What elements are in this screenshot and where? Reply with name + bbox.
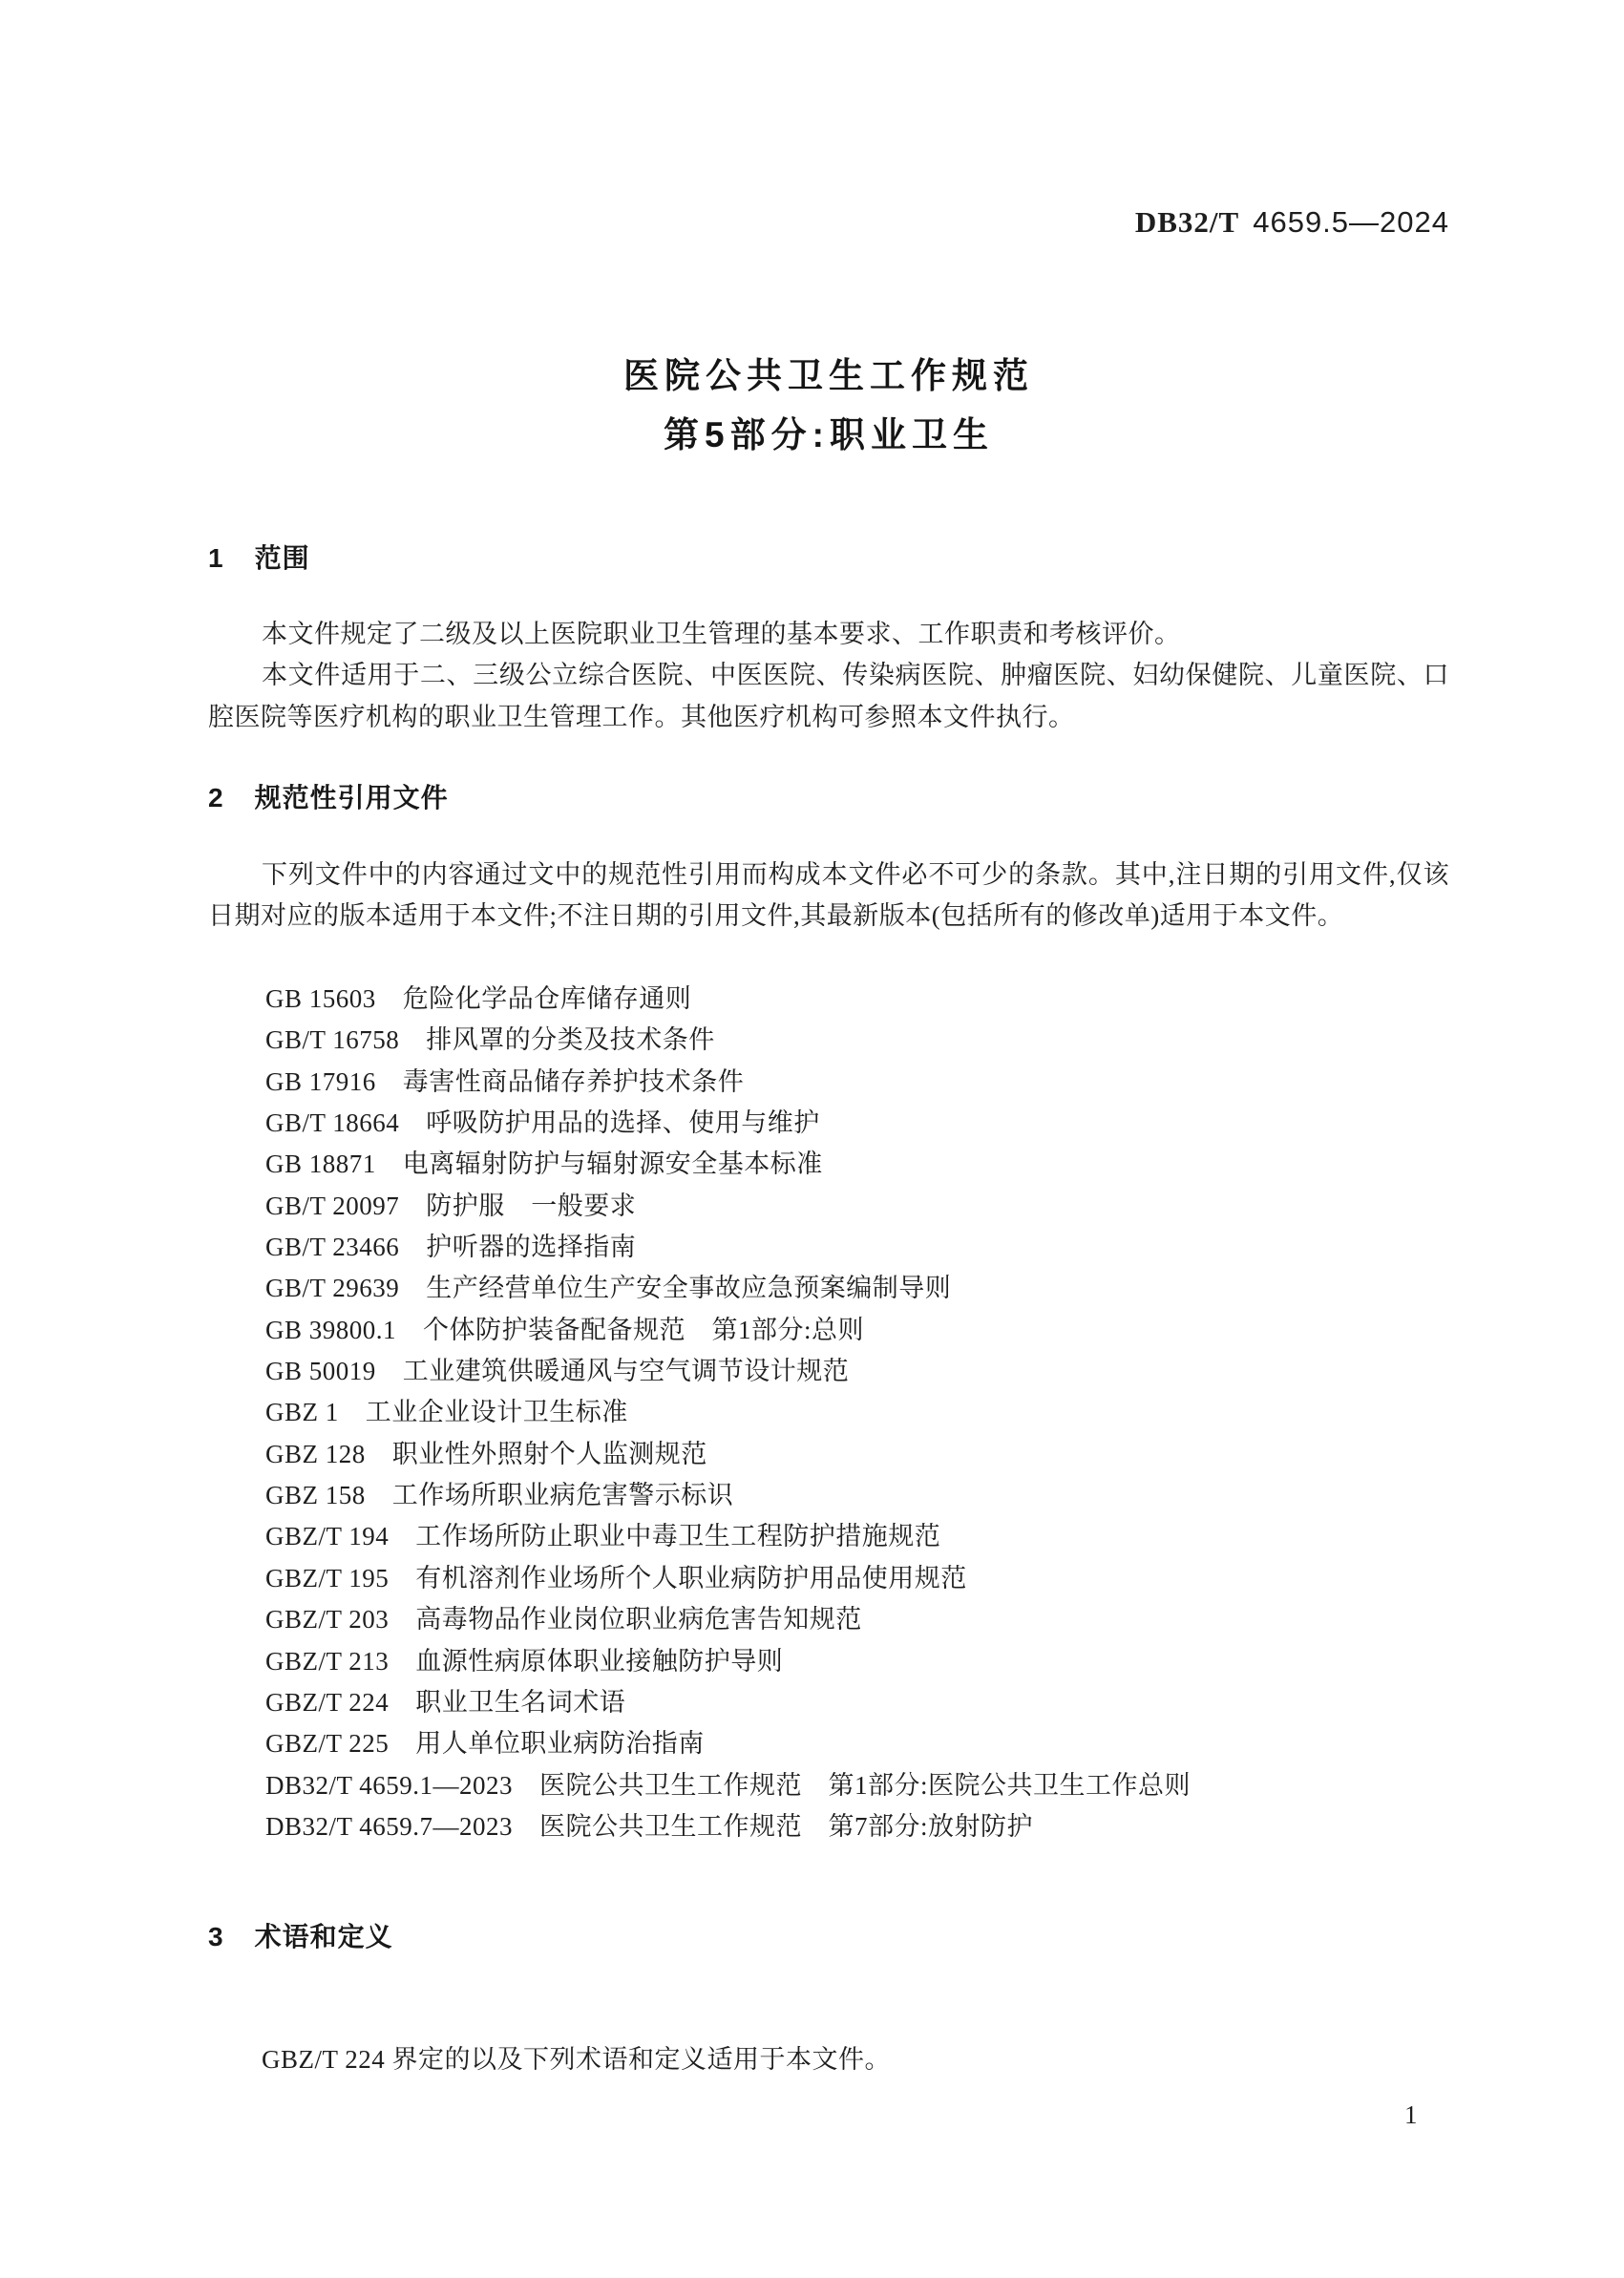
reference-item [265,1599,1449,1640]
reference-code: GB/T 16758 [265,1025,400,1055]
section-3-body [208,2039,1449,2080]
reference-item [265,1682,1449,1723]
reference-item [265,1723,1449,1764]
reference-item [265,1310,1449,1351]
reference-code: GBZ/T 225 [265,1729,390,1759]
section-2-body [208,854,1449,938]
reference-item [265,1020,1449,1061]
reference-code: GBZ/T 203 [265,1605,390,1635]
reference-title: 医院公共卫生工作规范 第1部分:医院公共卫生工作总则 [539,1770,1192,1800]
reference-title: 危险化学品仓库储存通则 [402,984,692,1013]
reference-item [265,979,1449,1020]
reference-title: 用人单位职业病防治指南 [415,1729,705,1759]
document-title-line1: 医院公共卫生工作规范 [623,356,1034,395]
normative-references-intro: 下列文件中的内容通过文中的规范性引用而构成本文件必不可少的条款。其中,注日期的引用文件,仅该日期对应的版本适用于本文件;不注日期的引用文件,其最新版本(包括所有的修改单)适用于本文件。 [208,860,1449,931]
reference-title: 毒害性商品储存养护技术条件 [402,1066,745,1096]
reference-code: GBZ 128 [265,1439,366,1468]
reference-title: 有机溶剂作业场所个人职业病防护用品使用规范 [415,1563,967,1592]
reference-code: GB/T 20097 [265,1191,400,1220]
standard-code-prefix: DB32/T [1134,205,1240,239]
reference-title: 电离辐射防护与辐射源安全基本标准 [402,1150,823,1179]
reference-title: 生产经营单位生产安全事故应急预案编制导则 [426,1274,952,1303]
reference-item [265,1806,1449,1847]
reference-code: DB32/T 4659.7—2023 [265,1811,514,1841]
reference-title: 工业企业设计卫生标准 [365,1398,628,1427]
reference-title: 防护服 一般要求 [426,1191,637,1220]
reference-item [265,1765,1449,1806]
reference-code: DB32/T 4659.1—2023 [265,1770,514,1800]
reference-title: 呼吸防护用品的选择、使用与维护 [426,1108,820,1138]
reference-item [265,1144,1449,1185]
reference-code: GB 50019 [265,1357,376,1386]
reference-item [265,1103,1449,1144]
reference-code: GB 17916 [265,1066,376,1096]
reference-title: 工作场所防止职业中毒卫生工程防护措施规范 [415,1522,941,1551]
reference-list [265,979,1449,1847]
standard-code-number: 4659.5—2024 [1253,205,1449,239]
reference-code: GB/T 29639 [265,1274,400,1303]
reference-title: 排风罩的分类及技术条件 [426,1025,715,1055]
reference-code: GBZ/T 224 [265,1687,390,1717]
reference-title: 工作场所职业病危害警示标识 [391,1481,734,1510]
reference-title: 职业卫生名词术语 [415,1687,626,1717]
terms-intro-paragraph: GBZ/T 224 界定的以及下列术语和定义适用于本文件。 [262,2045,892,2074]
page-number: 1 [1404,2100,1418,2129]
section-2-number: 2 [208,783,224,812]
reference-title: 工业建筑供暖通风与空气调节设计规范 [402,1357,850,1386]
section-3-title: 术语和定义 [254,1922,393,1951]
document-title-line2: 第5部分:职业卫生 [664,415,994,454]
reference-item [265,1062,1449,1103]
reference-title: 个体防护装备配备规范 第1部分:总则 [423,1315,865,1344]
reference-code: GB/T 23466 [265,1233,400,1262]
reference-title: 高毒物品作业岗位职业病危害告知规范 [415,1605,862,1635]
reference-item [265,1227,1449,1268]
section-1-title: 范围 [254,543,310,573]
reference-code: GB 39800.1 [265,1315,397,1344]
reference-item [265,1558,1449,1599]
reference-code: GB/T 18664 [265,1108,400,1138]
reference-title: 血源性病原体职业接触防护导则 [415,1646,784,1676]
document-title [208,347,1449,465]
section-2-heading [208,779,1449,817]
reference-item [265,1434,1449,1475]
reference-item [265,1392,1449,1433]
reference-item [265,1641,1449,1682]
scope-paragraph-1: 本文件规定了二级及以上医院职业卫生管理的基本要求、工作职责和考核评价。 [262,620,1181,648]
standard-code [1135,206,1449,239]
section-1-number: 1 [208,543,224,573]
reference-code: GB 18871 [265,1150,376,1179]
section-1-heading [208,539,1449,578]
section-3-number: 3 [208,1922,224,1951]
reference-item [265,1351,1449,1392]
reference-code: GBZ/T 213 [265,1646,390,1676]
section-1-body [208,614,1449,738]
reference-title: 医院公共卫生工作规范 第7部分:放射防护 [539,1811,1034,1841]
scope-paragraph-2: 本文件适用于二、三级公立综合医院、中医医院、传染病医院、肿瘤医院、妇幼保健院、儿童医院、口腔医院等医疗机构的职业卫生管理工作。其他医疗机构可参照本文件执行。 [208,661,1449,731]
reference-code: GBZ/T 194 [265,1522,390,1551]
reference-item [265,1516,1449,1557]
reference-code: GBZ/T 195 [265,1563,390,1592]
reference-item [265,1186,1449,1227]
section-3-heading [208,1918,1449,1956]
reference-item [265,1475,1449,1516]
reference-code: GBZ 158 [265,1481,366,1510]
reference-title: 职业性外照射个人监测规范 [391,1439,707,1468]
reference-code: GBZ 1 [265,1398,339,1427]
section-2-title: 规范性引用文件 [254,783,449,812]
reference-title: 护听器的选择指南 [426,1233,637,1262]
reference-code: GB 15603 [265,984,376,1013]
reference-item [265,1268,1449,1309]
